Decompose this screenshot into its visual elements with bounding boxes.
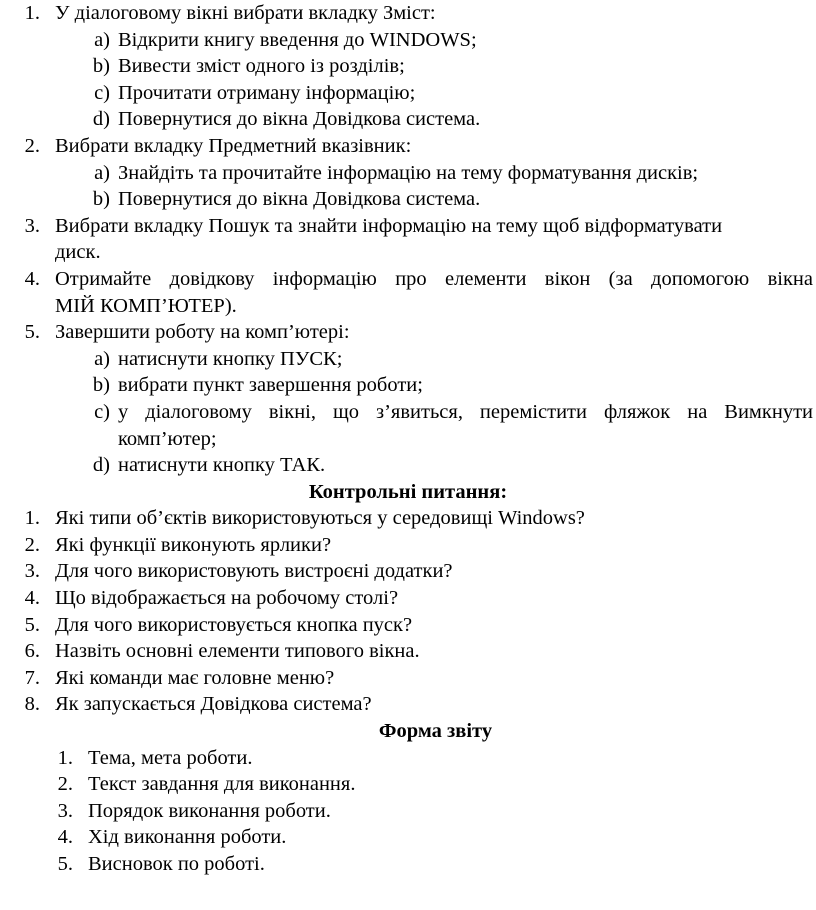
question-text: Назвіть основні елементи типового вікна. [55, 640, 420, 663]
report-item [0, 851, 816, 878]
report-number: 5. [57, 853, 73, 875]
subtask-mark: c) [94, 81, 110, 104]
subtask-text: натиснути кнопку ПУСК; [118, 347, 343, 370]
question-text: Які команди має головне меню? [55, 666, 335, 689]
report-item [0, 798, 816, 825]
task-item-4 [0, 266, 816, 319]
question-number: 3. [24, 560, 40, 583]
report-item [0, 771, 816, 798]
report-number: 1. [57, 746, 73, 769]
report-text: Тема, мета роботи. [88, 746, 253, 769]
task-item-5 [0, 319, 816, 346]
task-number: 1. [24, 2, 40, 24]
subtask-item [0, 186, 816, 213]
subtask-text: Повернутися до вікна Довідкова система. [118, 188, 481, 211]
subtask-item [0, 106, 816, 133]
subtask-item [0, 372, 816, 399]
task-item-2 [0, 133, 816, 160]
task-text: У діалоговому вікні вибрати вкладку Зміст: [55, 2, 436, 24]
report-item [0, 745, 816, 772]
question-text: Що відображається на робочому столі? [55, 587, 399, 610]
question-number: 8. [24, 693, 40, 716]
question-text: Які функції виконують ярлики? [55, 533, 332, 556]
subtask-mark: a) [94, 28, 110, 51]
question-number: 4. [24, 587, 40, 610]
subtask-text: Повернутися до вікна Довідкова система. [118, 108, 481, 131]
subtask-mark: a) [94, 347, 110, 370]
task-number: 2. [24, 134, 40, 157]
report-heading-row [0, 718, 816, 745]
task-text-line1: Отримайте довідкову інформацію про елементи вікон (за допомогою вікна [55, 267, 813, 290]
task-number: 4. [24, 267, 40, 290]
task-text-line2: диск. [55, 241, 101, 264]
task-item-1 [0, 0, 816, 27]
subtask-mark: a) [94, 161, 110, 184]
task-text-line2: МІЙ КОМП’ЮТЕР). [55, 294, 237, 317]
question-item [0, 612, 816, 639]
question-item [0, 691, 816, 718]
subtask-item [0, 452, 816, 479]
subtask-mark: d) [92, 454, 110, 477]
report-text: Порядок виконання роботи. [88, 799, 331, 822]
question-item [0, 638, 816, 665]
question-item [0, 665, 816, 692]
report-text: Текст завдання для виконання. [88, 773, 356, 796]
subtask-item [0, 160, 816, 187]
subtask-item [0, 27, 816, 54]
subtask-mark: b) [92, 55, 110, 78]
subtask-text-line2: комп’ютер; [118, 427, 217, 450]
question-number: 6. [24, 640, 40, 663]
subtask-mark: b) [92, 188, 110, 211]
task-number: 3. [24, 214, 40, 237]
questions-heading: Контрольні питання: [308, 480, 508, 503]
report-text: Хід виконання роботи. [88, 826, 287, 849]
question-number: 5. [24, 613, 40, 636]
subtask-text: Вивести зміст одного із розділів; [118, 55, 405, 78]
subtask-text: Відкрити книгу введення до WINDOWS; [118, 28, 477, 51]
question-item [0, 558, 816, 585]
question-text: Які типи об’єктів використовуються у середовищі Windows? [55, 507, 585, 530]
task-text: Завершити роботу на комп’ютері: [55, 321, 350, 344]
subtask-mark: b) [92, 374, 110, 397]
subtask-text: Прочитати отриману інформацію; [118, 81, 416, 104]
report-number: 4. [57, 826, 73, 849]
subtask-mark: d) [92, 108, 110, 131]
subtask-text: вибрати пункт завершення роботи; [118, 374, 423, 397]
subtask-item [0, 53, 816, 80]
subtask-text: натиснути кнопку ТАК. [118, 454, 326, 477]
question-number: 7. [24, 666, 40, 689]
question-text: Як запускається Довідкова система? [55, 693, 372, 716]
task-number: 5. [24, 321, 40, 344]
question-item [0, 585, 816, 612]
subtask-mark: c) [94, 400, 110, 423]
task-text-line1: Вибрати вкладку Пошук та знайти інформацію на тему щоб відформатувати [55, 214, 723, 237]
subtask-item [0, 80, 816, 107]
question-text: Для чого використовується кнопка пуск? [55, 613, 413, 636]
report-number: 3. [57, 799, 73, 822]
report-number: 2. [57, 773, 73, 796]
question-number: 2. [24, 533, 40, 556]
subtask-text-line1: у діалоговому вікні, що з’явиться, перемістити фляжок на Вимкнути [118, 400, 813, 423]
subtask-item [0, 399, 816, 452]
question-number: 1. [24, 507, 40, 530]
question-item [0, 532, 816, 559]
questions-heading-row [0, 479, 816, 506]
report-text: Висновок по роботі. [88, 853, 265, 875]
subtask-item [0, 346, 816, 373]
question-item [0, 505, 816, 532]
question-text: Для чого використовують вистроєні додатки? [55, 560, 453, 583]
subtask-text: Знайдіть та прочитайте інформацію на тему форматування дисків; [118, 161, 699, 184]
task-text: Вибрати вкладку Предметний вказівник: [55, 134, 412, 157]
task-item-3 [0, 213, 816, 266]
report-heading: Форма звіту [378, 720, 493, 743]
report-item [0, 824, 816, 851]
